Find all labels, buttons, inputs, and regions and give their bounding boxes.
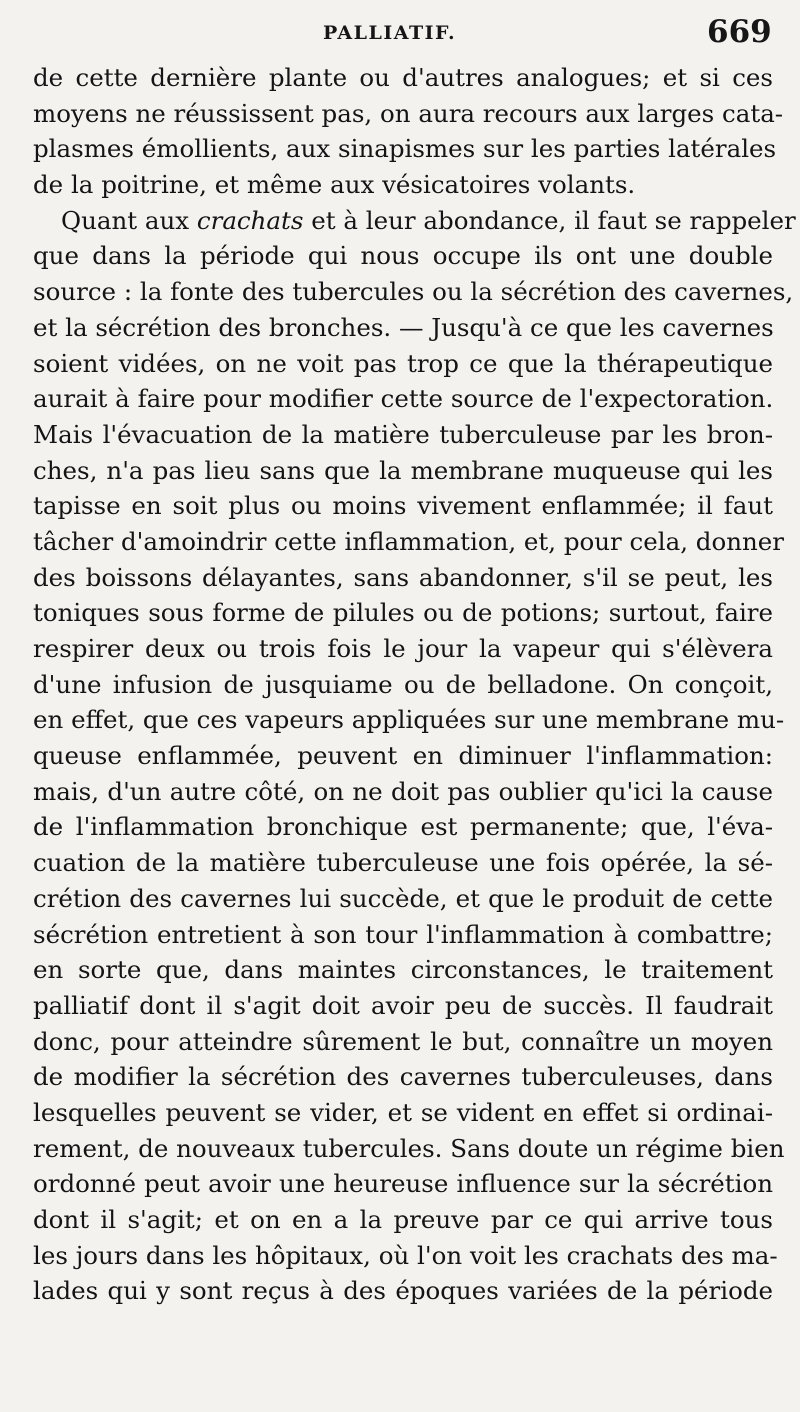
text-line: donc, pour atteindre sûrement le but, connaître un moyen (33, 1026, 773, 1056)
text-line: en sorte que, dans maintes circonstances, le traitement (33, 955, 773, 985)
text-line: tapisse en soit plus ou moins vivement enflammée; il faut (33, 491, 773, 521)
text-line: soient vidées, on ne voit pas trop ce que la thérapeutique (33, 348, 773, 378)
text-line: queuse enflammée, peuvent en diminuer l'inflammation: (33, 741, 773, 771)
text-line: moyens ne réussissent pas, on aura recours aux larges cata- (33, 98, 784, 128)
text-line: des boissons délayantes, sans abandonner, s'il se peut, les (33, 562, 773, 592)
text-line: de cette dernière plante ou d'autres analogues; et si ces (33, 63, 773, 92)
text-line: lesquelles peuvent se vider, et se vident en effet si ordinai- (33, 1097, 773, 1127)
running-header (0, 14, 800, 64)
text-line: en effet, que ces vapeurs appliquées sur une membrane mu- (33, 705, 785, 735)
text-line: plasmes émollients, aux sinapismes sur les parties latérales (33, 134, 777, 164)
page-number: 669 (707, 14, 772, 50)
text-line: rement, de nouveaux tubercules. Sans doute un régime bien (33, 1133, 785, 1163)
text-line: de modifier la sécrétion des cavernes tuberculeuses, dans (33, 1062, 773, 1092)
text-line: crétion des cavernes lui succède, et que le produit de cette (33, 883, 773, 913)
text-line: Mais l'évacuation de la matière tuberculeuse par les bron- (33, 419, 773, 449)
running-title: PALLIATIF. (323, 22, 457, 44)
text-line: sécrétion entretient à son tour l'inflammation à combattre; (33, 919, 773, 949)
text-line: ordonné peut avoir une heureuse influence sur la sécrétion (33, 1169, 773, 1199)
text-line: ches, n'a pas lieu sans que la membrane muqueuse qui les (33, 455, 773, 485)
text-line: source : la fonte des tubercules ou la sécrétion des cavernes, (33, 277, 794, 307)
text-line (33, 203, 796, 239)
text-line: palliatif dont il s'agit doit avoir peu de succès. Il faudrait (33, 990, 773, 1020)
text-line: mais, d'un autre côté, on ne doit pas oublier qu'ici la cause (33, 776, 773, 806)
text-line: aurait à faire pour modifier cette source de l'expectoration. (33, 384, 774, 414)
text-line: les jours dans les hôpitaux, où l'on voit les crachats des ma- (33, 1240, 778, 1270)
text-line: cuation de la matière tuberculeuse une fois opérée, la sé- (33, 848, 773, 878)
text-line: respirer deux ou trois fois le jour la vapeur qui s'élèvera (33, 634, 773, 663)
text-line: de l'inflammation bronchique est permanente; que, l'éva- (33, 812, 773, 842)
text-segment: et à leur abondance, il faut se rappeler (311, 205, 796, 235)
text-line: tâcher d'amoindrir cette inflammation, et, pour cela, donner (33, 526, 784, 556)
body-text (33, 60, 796, 1309)
text-line: lades qui y sont reçus à des époques variées de la période (33, 1276, 773, 1306)
text-segment: Quant aux (61, 205, 190, 235)
text-line: dont il s'agit; et on en a la preuve par ce qui arrive tous (33, 1205, 773, 1234)
text-line: d'une infusion de jusquiame ou de belladone. On conçoit, (33, 669, 773, 699)
italic-term: crachats (196, 205, 304, 235)
text-line: de la poitrine, et même aux vésicatoires volants. (33, 170, 636, 200)
text-line: et la sécrétion des bronches. — Jusqu'à ce que les cavernes (33, 312, 774, 342)
text-line: toniques sous forme de pilules ou de potions; surtout, faire (33, 598, 773, 628)
text-line: que dans la période qui nous occupe ils ont une double (33, 241, 773, 271)
